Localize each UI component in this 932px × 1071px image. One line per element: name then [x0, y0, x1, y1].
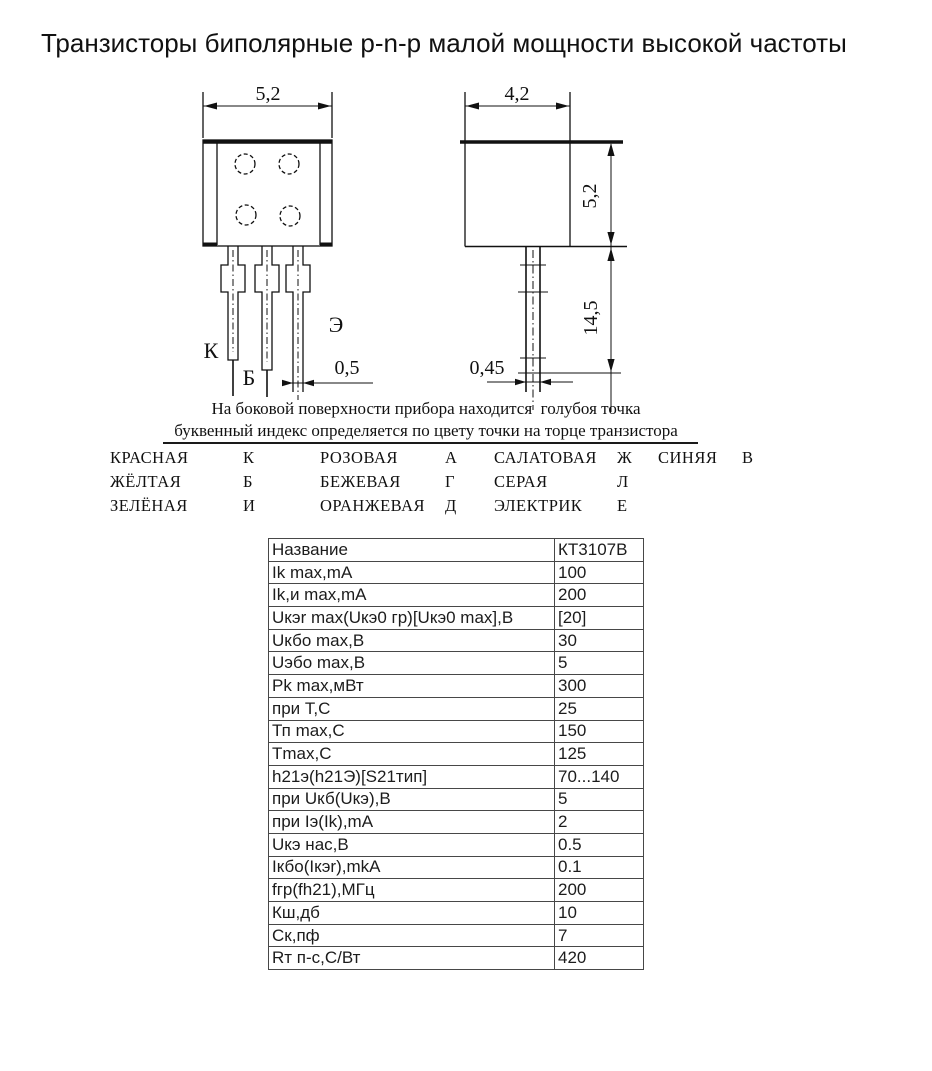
param-row: [269, 833, 644, 856]
param-label-cell: Iкбо(Iкэr),mkA: [269, 856, 555, 879]
param-value-cell: КТ3107В: [555, 539, 644, 562]
color-letter-cell: Б: [243, 472, 253, 491]
param-row: [269, 856, 644, 879]
color-code-table: [110, 448, 772, 520]
side-width-dim-label: 4,2: [504, 83, 530, 105]
arrowhead-up: [607, 143, 614, 156]
package-dimension-drawings: [0, 0, 932, 450]
color-letter-cell: Г: [445, 472, 456, 491]
color-name-cell: ЖЁЛТАЯ: [110, 472, 182, 491]
param-value-cell: 70...140: [555, 765, 644, 788]
divider-rule: [163, 442, 698, 444]
param-value-cell: 125: [555, 743, 644, 766]
color-name-cell: РОЗОВАЯ: [320, 448, 398, 467]
param-label-cell: Кш,дб: [269, 902, 555, 925]
color-name-cell: СИНЯЯ: [658, 448, 718, 467]
param-value-cell: 5: [555, 652, 644, 675]
hole-top-left: [235, 154, 255, 174]
front-lead-width-dim-label: 0,5: [334, 357, 360, 379]
param-row: [269, 539, 644, 562]
param-row: [269, 675, 644, 698]
arrowhead-lead-right: [303, 380, 314, 386]
param-row: [269, 652, 644, 675]
param-row: [269, 947, 644, 970]
color-letter-cell: Л: [617, 472, 629, 491]
color-letter-cell: [742, 496, 772, 520]
param-label-cell: Uкэr max(Uкэ0 гр)[Uкэ0 max],В: [269, 607, 555, 630]
parameters-table: [268, 538, 644, 970]
param-row: [269, 879, 644, 902]
param-row: [269, 584, 644, 607]
side-lead-thickness-dim-label: 0,45: [469, 357, 505, 379]
param-value-cell: 200: [555, 584, 644, 607]
hole-top-right: [279, 154, 299, 174]
emitter-pin: [286, 246, 310, 400]
param-label-cell: Pk max,мВт: [269, 675, 555, 698]
param-label-cell: при Iэ(Ik),mA: [269, 811, 555, 834]
arrowhead-down: [607, 359, 614, 372]
color-name-cell: [658, 472, 742, 496]
param-value-cell: 100: [555, 561, 644, 584]
note-line-1: На боковой поверхности прибора находится голубоя точка: [211, 399, 641, 418]
color-letter-cell: В: [742, 448, 754, 467]
arrowhead-lead-left: [282, 380, 293, 386]
param-value-cell: 420: [555, 947, 644, 970]
side-view-drawing: [460, 83, 627, 412]
collector-pin: [221, 246, 245, 396]
color-name-cell: ЗЕЛЁНАЯ: [110, 496, 188, 515]
front-width-dim-label: 5,2: [255, 83, 281, 105]
param-row: [269, 811, 644, 834]
note-line-2: буквенный индекс определяется по цвету точки на торце транзистора: [174, 421, 678, 440]
param-label-cell: fгр(fh21),МГц: [269, 879, 555, 902]
arrowhead-lead-left: [515, 379, 526, 385]
arrowhead-lead-right: [540, 379, 551, 385]
param-row: [269, 697, 644, 720]
param-label-cell: при Uкб(Uкэ),В: [269, 788, 555, 811]
param-value-cell: 25: [555, 697, 644, 720]
param-label-cell: Uкбо max,В: [269, 629, 555, 652]
param-label-cell: Uкэ нас,В: [269, 833, 555, 856]
param-label-cell: Ik max,mA: [269, 561, 555, 584]
param-row: [269, 743, 644, 766]
color-letter-cell: [742, 472, 772, 496]
arrowhead-right: [318, 103, 331, 110]
param-value-cell: 30: [555, 629, 644, 652]
front-view-drawing: [203, 83, 373, 400]
param-label-cell: Ik,и max,mA: [269, 584, 555, 607]
param-value-cell: 7: [555, 924, 644, 947]
param-row: [269, 561, 644, 584]
param-value-cell: 10: [555, 902, 644, 925]
color-name-cell: КРАСНАЯ: [110, 448, 189, 467]
arrowhead-up: [607, 248, 614, 261]
param-value-cell: 5: [555, 788, 644, 811]
color-letter-cell: А: [445, 448, 458, 467]
color-name-cell: ОРАНЖЕВАЯ: [320, 496, 426, 515]
param-label-cell: Ск,пф: [269, 924, 555, 947]
param-value-cell: 200: [555, 879, 644, 902]
param-label-cell: при Т,С: [269, 697, 555, 720]
page-title: Транзисторы биполярные p-n-p малой мощности высокой частоты: [41, 28, 847, 58]
emitter-pin-label: Э: [328, 312, 344, 337]
hole-bottom-right: [280, 206, 300, 226]
base-pin-label: Б: [242, 365, 256, 390]
param-row: [269, 788, 644, 811]
arrowhead-down: [607, 232, 614, 245]
param-label-cell: Rт п-с,С/Вт: [269, 947, 555, 970]
param-value-cell: 300: [555, 675, 644, 698]
color-letter-cell: К: [243, 448, 255, 467]
param-row: [269, 629, 644, 652]
side-view-lead: [518, 246, 621, 410]
param-label-cell: Uэбо max,В: [269, 652, 555, 675]
param-value-cell: [20]: [555, 607, 644, 630]
color-letter-cell: Ж: [617, 448, 633, 467]
param-value-cell: 0.1: [555, 856, 644, 879]
arrowhead-left: [466, 103, 479, 110]
arrowhead-right: [556, 103, 569, 110]
color-name-cell: СЕРАЯ: [494, 472, 548, 491]
color-name-cell: ЭЛЕКТРИК: [494, 496, 583, 515]
side-height-dim-label: 5,2: [579, 183, 601, 209]
param-row: [269, 607, 644, 630]
param-row: [269, 765, 644, 788]
collector-pin-label: К: [203, 338, 219, 363]
param-value-cell: 0.5: [555, 833, 644, 856]
front-body-outline: [203, 140, 332, 246]
param-row: [269, 924, 644, 947]
arrowhead-left: [204, 103, 217, 110]
hole-bottom-left: [236, 205, 256, 225]
param-row: [269, 902, 644, 925]
color-name-cell: БЕЖЕВАЯ: [320, 472, 401, 491]
side-lead-length-dim-label: 14,5: [580, 300, 602, 336]
param-label-cell: Тп max,С: [269, 720, 555, 743]
param-label-cell: h21э(h21Э)[S21тип]: [269, 765, 555, 788]
base-pin: [255, 246, 279, 397]
param-row: [269, 720, 644, 743]
param-label-cell: Tmax,C: [269, 743, 555, 766]
color-letter-cell: Д: [445, 496, 457, 515]
color-letter-cell: И: [243, 496, 256, 515]
color-name-cell: САЛАТОВАЯ: [494, 448, 597, 467]
color-letter-cell: Е: [617, 496, 628, 515]
color-name-cell: [658, 496, 742, 520]
param-label-cell: Название: [269, 539, 555, 562]
param-value-cell: 2: [555, 811, 644, 834]
param-value-cell: 150: [555, 720, 644, 743]
